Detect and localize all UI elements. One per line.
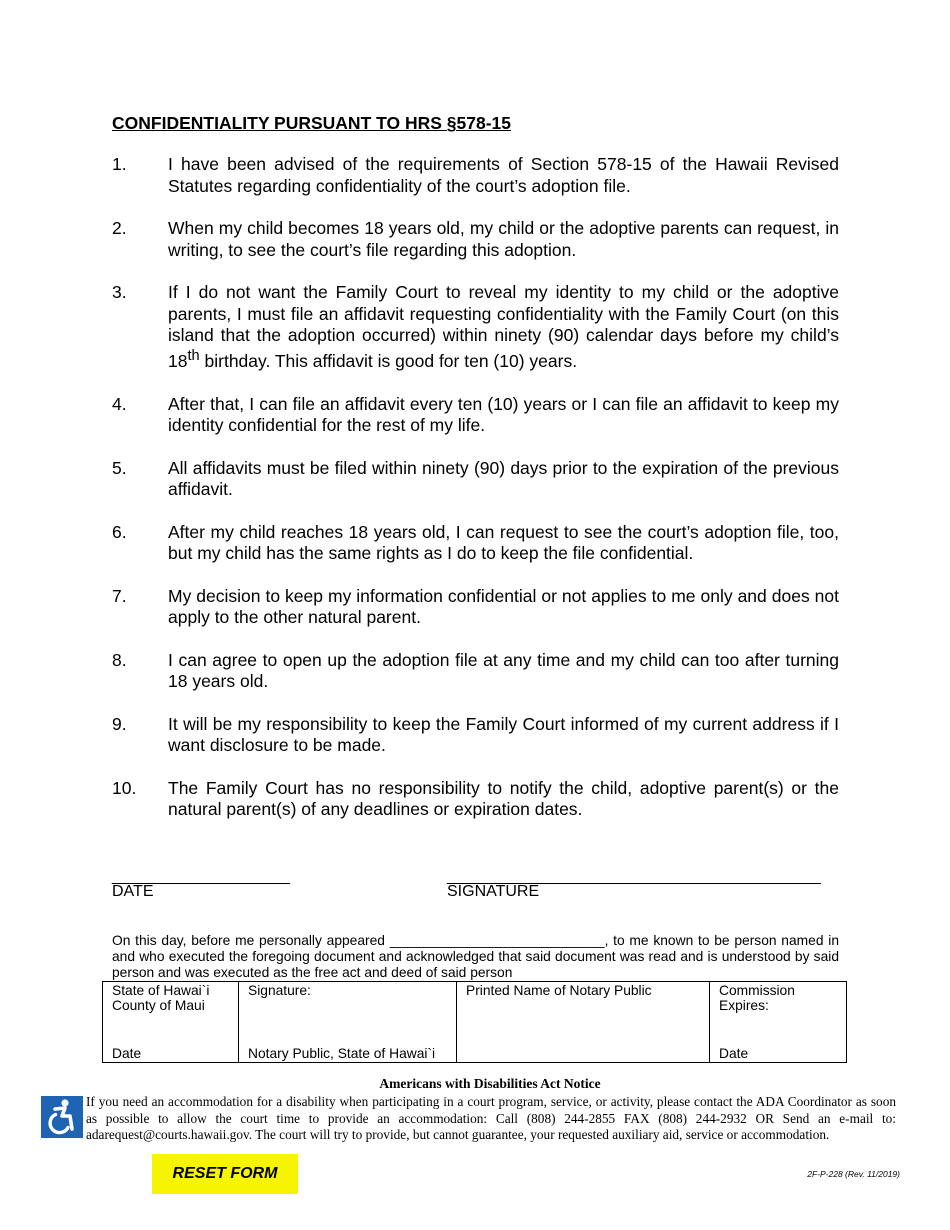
list-item	[112, 778, 839, 821]
expires-label: Expires:	[719, 998, 769, 1013]
list-item	[112, 218, 839, 261]
ordinal-suffix: th	[187, 348, 200, 365]
date-label: Date	[719, 1046, 749, 1061]
item-text: I can agree to open up the adoption file at any time and my child can too after turning 18 years old.	[168, 649, 839, 692]
state-label: State of Hawai`i	[112, 983, 210, 998]
form-number: 2F-P-228 (Rev. 11/2019)	[807, 1169, 900, 1179]
item-number: 3.	[112, 282, 127, 302]
list-item	[112, 458, 839, 501]
page-title: CONFIDENTIALITY PURSUANT TO HRS §578-15	[112, 113, 512, 133]
list-item	[112, 282, 839, 373]
item-text: After my child reaches 18 years old, I can request to see the court’s adoption file, too, but my child has the same rights as I do to keep the file confidential.	[168, 521, 839, 564]
commission-cell[interactable]	[710, 982, 847, 1063]
item-number: 5.	[112, 457, 127, 478]
printed-name-label: Printed Name of Notary Public	[466, 983, 652, 998]
item-text: All affidavits must be filed within ninety (90) days prior to the expiration of the previous affidavit.	[168, 457, 839, 500]
signature-label: Signature:	[248, 983, 311, 998]
list-item	[112, 154, 839, 197]
date-label: DATE	[112, 883, 154, 900]
item-text: My decision to keep my information confidential or not applies to me only and does not apply to the other natural parent.	[168, 585, 839, 628]
reset-form-button[interactable]: RESET FORM	[152, 1154, 298, 1194]
notary-table	[102, 981, 847, 1063]
signature-label: SIGNATURE	[447, 883, 540, 900]
statement-list	[112, 154, 839, 842]
item-number: 1.	[112, 154, 127, 174]
item-number: 2.	[112, 218, 127, 238]
item-number: 4.	[112, 393, 127, 414]
ada-notice-text: If you need an accommodation for a disability when participating in a court program, service, or activity, please contact the ADA Coordinator as soon as possible to allow the court time to provide an accommodation: Call (808) 244-2855 FAX (808) 244-2932 OR Send an e-mail to: adarequest@courts.hawaii.gov. The court will try to provide, but cannot guarantee, your requested auxiliary aid, service or accommodation.	[86, 1094, 896, 1142]
notary-public-label: Notary Public, State of Hawai`i	[248, 1046, 436, 1061]
item-number: 7.	[112, 585, 127, 606]
appeared-name-field[interactable]: ____________________________	[389, 933, 605, 948]
item-number: 10.	[112, 777, 137, 798]
date-field[interactable]: ____________________	[112, 868, 290, 885]
ada-notice-title: Americans with Disabilities Act Notice	[379, 1076, 601, 1091]
commission-label: Commission	[719, 983, 795, 998]
printed-name-cell[interactable]	[457, 982, 710, 1063]
item-text: If I do not want the Family Court to reveal my identity to my child or the adoptive parents, I must file an affidavit requesting confidentiality with the Family Court (on this island that the adoption occurred) within ninety (90) calendar days before my child’s 18th birthday. This affidavit is good for ten (10) years.	[168, 282, 839, 372]
list-item	[112, 586, 839, 629]
item-text: The Family Court has no responsibility to notify the child, adoptive parent(s) or the natural parent(s) of any deadlines or expiration dates.	[168, 777, 839, 820]
list-item	[112, 650, 839, 693]
county-label: County of Maui	[112, 998, 205, 1013]
list-item	[112, 522, 839, 565]
notary-signature-cell[interactable]	[239, 982, 457, 1063]
notary-acknowledgment: On this day, before me personally appeared ____________________________, to me known to be person named in and who executed the foregoing document and acknowledged that said document was read and is understood by said person and was executed as the free act and deed of said person	[112, 933, 839, 980]
item-number: 6.	[112, 521, 127, 542]
state-county-cell	[103, 982, 239, 1063]
item-text: After that, I can file an affidavit every ten (10) years or I can file an affidavit to keep my identity confidential for the rest of my life.	[168, 393, 839, 436]
list-item	[112, 714, 839, 757]
signature-field[interactable]: __________________________________________	[447, 868, 821, 885]
list-item	[112, 394, 839, 437]
item-number: 9.	[112, 713, 127, 734]
item-text: I have been advised of the requirements of Section 578-15 of the Hawaii Revised Statutes regarding confidentiality of the court’s adoption file.	[168, 154, 839, 196]
item-text: When my child becomes 18 years old, my child or the adoptive parents can request, in writing, to see the court’s file regarding this adoption.	[168, 218, 839, 260]
date-label: Date	[112, 1046, 142, 1061]
item-text: It will be my responsibility to keep the Family Court informed of my current address if I want disclosure to be made.	[168, 713, 839, 756]
item-number: 8.	[112, 649, 127, 670]
accessibility-icon	[41, 1096, 83, 1138]
